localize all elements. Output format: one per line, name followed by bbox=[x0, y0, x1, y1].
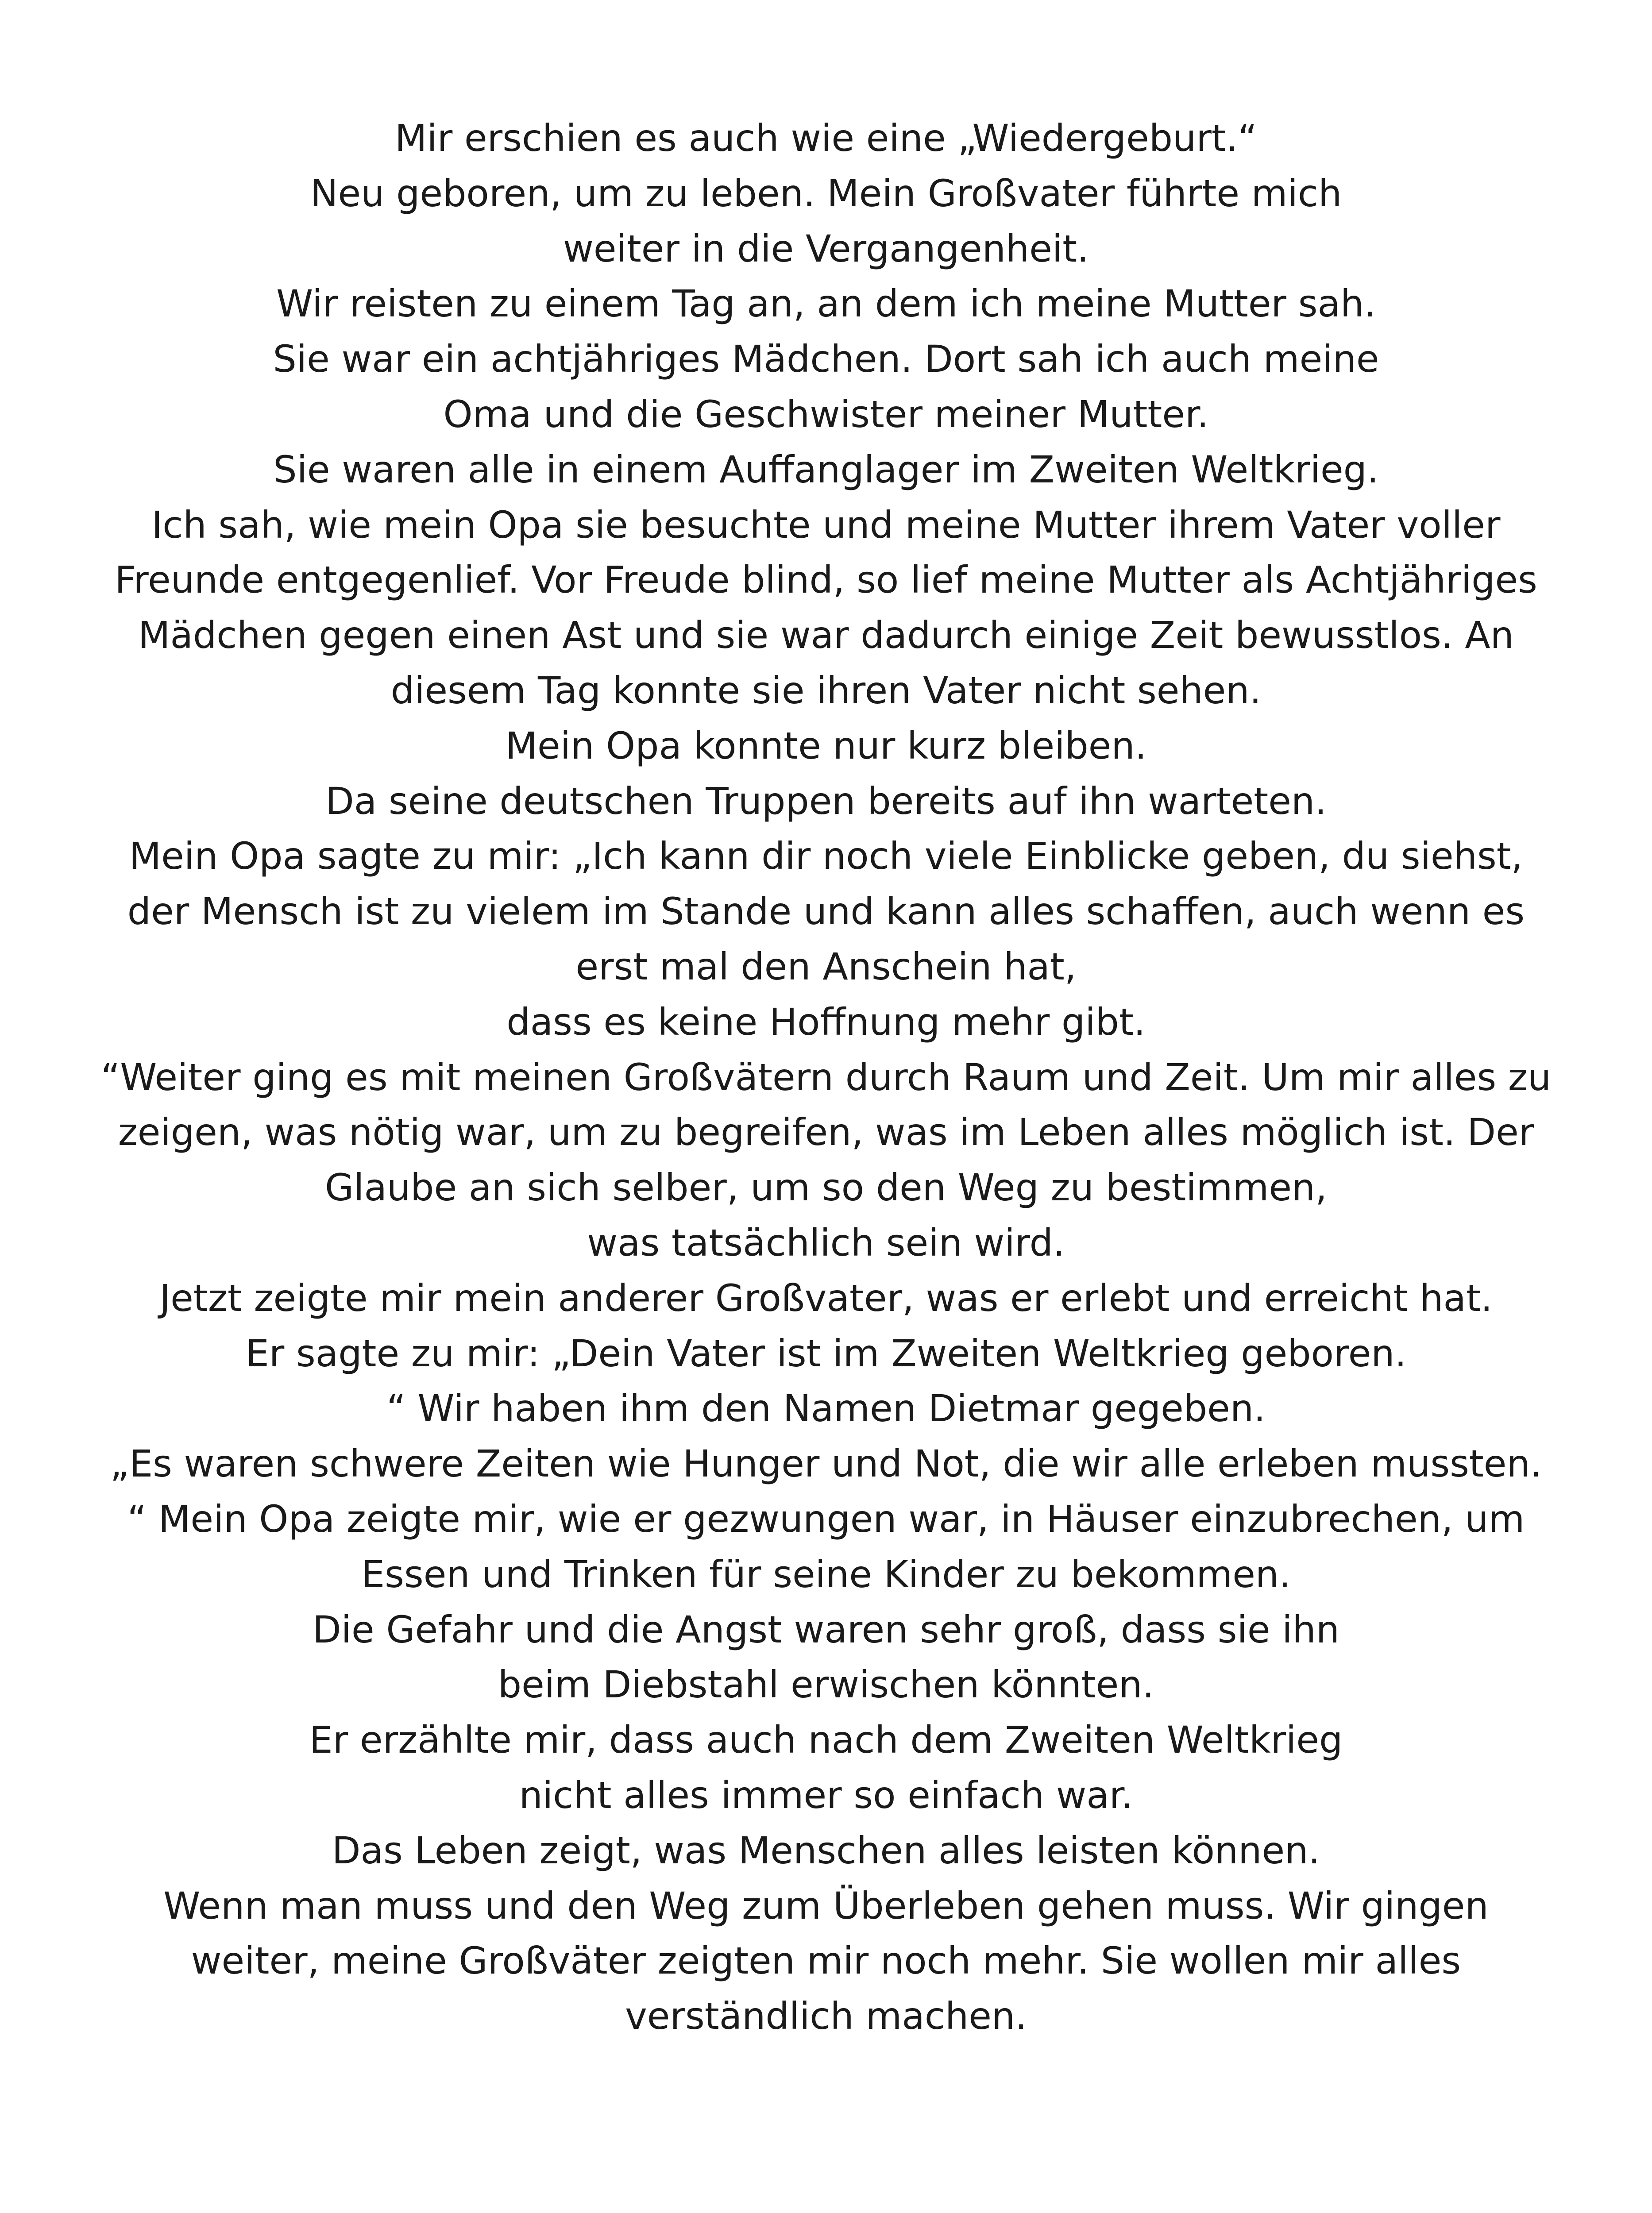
text-line-17: dass es keine Hoffnung mehr gibt. bbox=[506, 1000, 1146, 1044]
text-line-13: Da seine deutschen Truppen bereits auf ihn warteten. bbox=[325, 779, 1327, 823]
text-line-34: weiter, meine Großväter zeigten mir noch mehr. Sie wollen mir alles bbox=[191, 1939, 1461, 1983]
text-line-23: Er sagte zu mir: „Dein Vater ist im Zweiten Weltkrieg geboren. bbox=[245, 1331, 1407, 1375]
text-line-22: Jetzt zeigte mir mein anderer Großvater, was er erlebt und erreicht hat. bbox=[159, 1276, 1493, 1320]
text-line-15: der Mensch ist zu vielem im Stande und kann alles schaffen, auch wenn es bbox=[127, 890, 1525, 933]
text-line-16: erst mal den Anschein hat, bbox=[575, 945, 1077, 988]
text-line-19: zeigen, was nötig war, um zu begreifen, was im Leben alles möglich ist. Der bbox=[118, 1110, 1534, 1154]
text-line-21: was tatsächlich sein wird. bbox=[587, 1221, 1065, 1265]
text-line-4: Wir reisten zu einem Tag an, an dem ich meine Mutter sah. bbox=[276, 282, 1376, 326]
text-line-35: verständlich machen. bbox=[625, 1994, 1027, 2038]
text-line-1: Mir erschien es auch wie eine „Wiedergeburt.“ bbox=[394, 116, 1258, 160]
text-line-8: Ich sah, wie mein Opa sie besuchte und meine Mutter ihrem Vater voller bbox=[151, 503, 1501, 547]
text-line-31: nicht alles immer so einfach war. bbox=[519, 1773, 1133, 1817]
text-line-11: diesem Tag konnte sie ihren Vater nicht sehen. bbox=[390, 668, 1262, 712]
text-line-24: “ Wir haben ihm den Namen Dietmar gegeben. bbox=[386, 1387, 1266, 1430]
text-line-3: weiter in die Vergangenheit. bbox=[563, 227, 1089, 270]
text-line-28: Die Gefahr und die Angst waren sehr groß, dass sie ihn bbox=[312, 1608, 1340, 1651]
text-line-25: „Es waren schwere Zeiten wie Hunger und Not, die wir alle erleben mussten. bbox=[110, 1442, 1542, 1486]
text-line-32: Das Leben zeigt, was Menschen alles leisten können. bbox=[332, 1828, 1320, 1872]
text-line-5: Sie war ein achtjähriges Mädchen. Dort sah ich auch meine bbox=[273, 337, 1379, 381]
text-line-27: Essen und Trinken für seine Kinder zu bekommen. bbox=[361, 1552, 1291, 1596]
text-line-18: “Weiter ging es mit meinen Großvätern durch Raum und Zeit. Um mir alles zu bbox=[100, 1055, 1552, 1099]
text-line-29: beim Diebstahl erwischen könnten. bbox=[498, 1663, 1154, 1707]
text-line-12: Mein Opa konnte nur kurz bleiben. bbox=[505, 724, 1147, 767]
text-line-26: “ Mein Opa zeigte mir, wie er gezwungen war, in Häuser einzubrechen, um bbox=[127, 1497, 1525, 1541]
text-line-2: Neu geboren, um zu leben. Mein Großvater führte mich bbox=[310, 171, 1342, 215]
text-line-33: Wenn man muss und den Weg zum Überleben gehen muss. Wir gingen bbox=[163, 1884, 1489, 1928]
text-line-9: Freunde entgegenlief. Vor Freude blind, so lief meine Mutter als Achtjähriges bbox=[115, 558, 1537, 602]
text-line-10: Mädchen gegen einen Ast und sie war dadurch einige Zeit bewusstlos. An bbox=[138, 613, 1514, 657]
text-line-7: Sie waren alle in einem Auffanglager im Zweiten Weltkrieg. bbox=[273, 447, 1379, 491]
text-line-14: Mein Opa sagte zu mir: „Ich kann dir noch viele Einblicke geben, du siehst, bbox=[129, 834, 1523, 878]
text-line-20: Glaube an sich selber, um so den Weg zu bestimmen, bbox=[325, 1166, 1327, 1210]
text-line-30: Er erzählte mir, dass auch nach dem Zweiten Weltkrieg bbox=[309, 1718, 1343, 1762]
story-text bbox=[53, 111, 1599, 2044]
text-line-6: Oma und die Geschwister meiner Mutter. bbox=[443, 392, 1209, 436]
